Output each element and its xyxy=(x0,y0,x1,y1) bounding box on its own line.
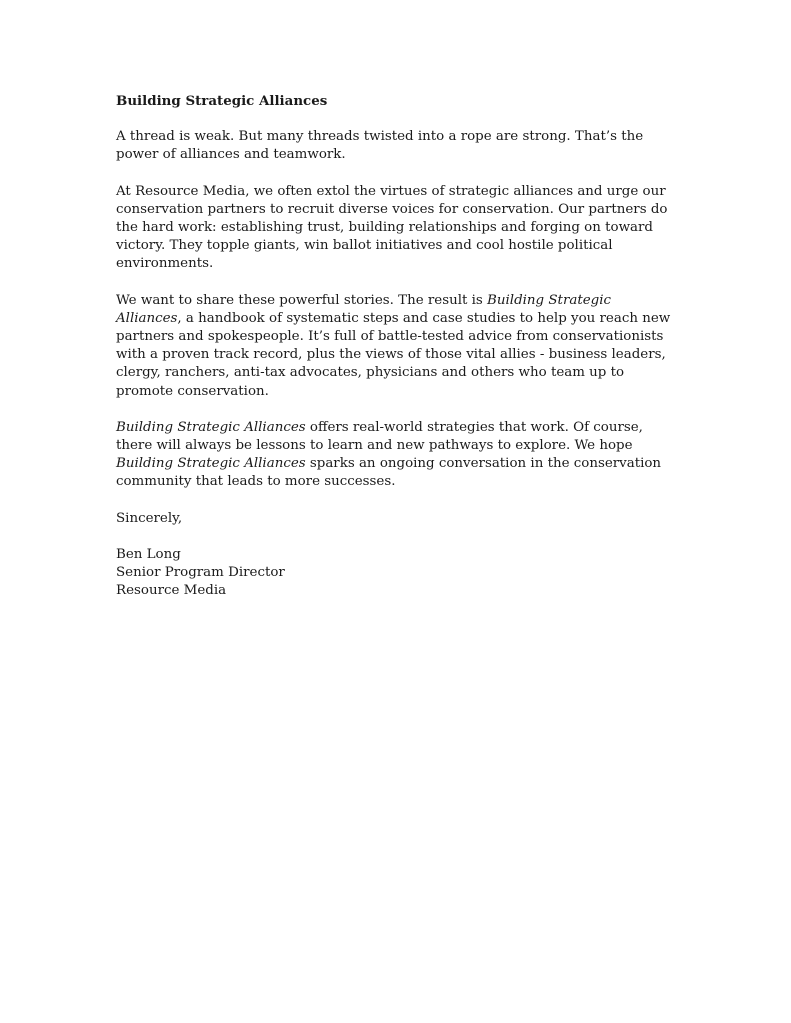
paragraph-intro: A thread is weak. But many threads twisted into a rope are strong. That’s the power of alliances and teamwork. xyxy=(116,129,644,163)
signature-block xyxy=(116,546,676,601)
paragraph-alliances: At Resource Media, we often extol the virtues of strategic alliances and urge our conservation partners to recruit diverse voices for conservation. Our partners do the hard work: establishing trust, building relationships and forging on toward victory. They topple giants, win ballot initiatives and cool hostile political environments. xyxy=(116,183,668,272)
paragraph-handbook-text-a: We want to share these powerful stories. The result is xyxy=(116,292,488,308)
closing: Sincerely, xyxy=(116,510,183,526)
handbook-title-italic-1: Building Strategic Alliances xyxy=(116,419,306,435)
signer-title: Senior Program Director xyxy=(116,565,285,581)
paragraph-strategies-text-a: offers real-world strategies that work. Of course, there will always be lessons to learn and new pathways to explore. We hope xyxy=(116,419,643,454)
signer-organization: Resource Media xyxy=(116,583,227,599)
letter-title: Building Strategic Alliances xyxy=(116,93,328,109)
paragraph-handbook-text-b: , a handbook of systematic steps and case studies to help you reach new partners and spokespeople. It’s full of battle-tested advice from conservationists with a proven track record, plus the views of those vital allies - business leaders, clergy, ranchers, anti-tax advocates, physicians and others who team up to promote conservation. xyxy=(116,310,671,399)
paragraph-handbook xyxy=(116,292,676,401)
handbook-title-italic-2: Building Strategic Alliances xyxy=(116,456,306,472)
signer-name: Ben Long xyxy=(116,546,181,562)
letter-page xyxy=(116,92,676,600)
paragraph-strategies xyxy=(116,419,676,492)
paragraph-strategies-text-b: sparks an ongoing conversation in the conservation community that leads to more successes. xyxy=(116,456,662,490)
handbook-title-italic: Building Strategic Alliances xyxy=(116,292,611,326)
